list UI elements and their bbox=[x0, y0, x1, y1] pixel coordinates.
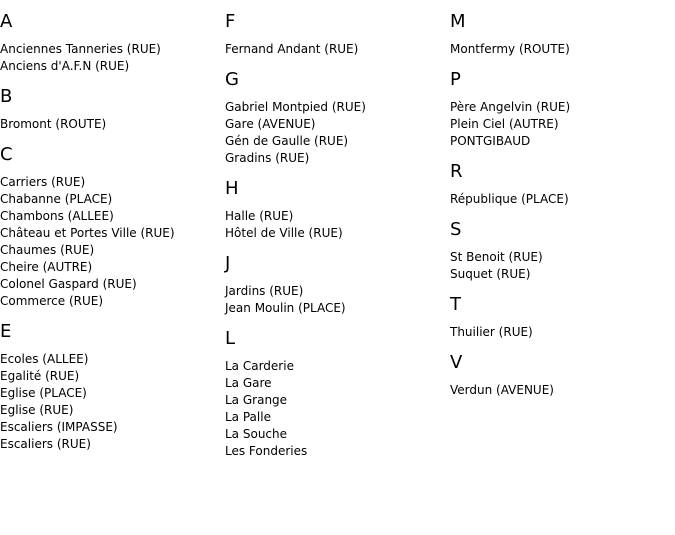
street-link[interactable]: Chabanne (PLACE) bbox=[0, 192, 113, 206]
street-link[interactable]: Gabriel Montpied (RUE) bbox=[225, 100, 366, 114]
letter-heading: L bbox=[225, 328, 236, 349]
street-list bbox=[225, 283, 445, 317]
street-link[interactable]: Gén de Gaulle (RUE) bbox=[225, 134, 349, 148]
street-link[interactable]: La Gare bbox=[225, 376, 272, 390]
street-link[interactable]: Colonel Gaspard (RUE) bbox=[0, 277, 137, 291]
street-link[interactable]: Escaliers (RUE) bbox=[0, 437, 91, 451]
street-list bbox=[225, 41, 445, 58]
street-list bbox=[0, 116, 220, 133]
letter-heading: R bbox=[450, 161, 463, 182]
street-link[interactable]: Cheire (AUTRE) bbox=[0, 260, 93, 274]
street-link[interactable]: Chaumes (RUE) bbox=[0, 243, 95, 257]
street-link[interactable]: St Benoit (RUE) bbox=[450, 250, 543, 264]
letter-heading: C bbox=[0, 144, 13, 165]
street-link[interactable]: Gare (AVENUE) bbox=[225, 117, 316, 131]
street-link[interactable]: République (PLACE) bbox=[450, 192, 569, 206]
street-list bbox=[225, 99, 445, 167]
street-list bbox=[450, 382, 670, 399]
letter-group bbox=[450, 208, 670, 283]
letter-heading: M bbox=[450, 11, 466, 32]
street-link[interactable]: Hôtel de Ville (RUE) bbox=[225, 226, 343, 240]
street-link[interactable]: Plein Ciel (AUTRE) bbox=[450, 117, 559, 131]
street-link[interactable]: Commerce (RUE) bbox=[0, 294, 104, 308]
letter-group bbox=[450, 150, 670, 208]
street-link[interactable]: Carriers (RUE) bbox=[0, 175, 86, 189]
letter-group bbox=[450, 283, 670, 341]
index-column-3 bbox=[450, 0, 670, 399]
letter-heading: T bbox=[450, 294, 461, 315]
street-link[interactable]: Ecoles (ALLEE) bbox=[0, 352, 89, 366]
letter-group bbox=[450, 341, 670, 399]
letter-group bbox=[225, 317, 445, 460]
street-link[interactable]: Eglise (RUE) bbox=[0, 403, 74, 417]
letter-group bbox=[225, 0, 445, 58]
street-link[interactable]: Chambons (ALLEE) bbox=[0, 209, 114, 223]
street-list bbox=[225, 208, 445, 242]
letter-group bbox=[450, 58, 670, 150]
street-link[interactable]: Château et Portes Ville (RUE) bbox=[0, 226, 175, 240]
street-link[interactable]: La Grange bbox=[225, 393, 288, 407]
letter-heading: V bbox=[450, 352, 463, 373]
index-column-2 bbox=[225, 0, 445, 460]
street-link[interactable]: Jean Moulin (PLACE) bbox=[225, 301, 346, 315]
street-link[interactable]: La Carderie bbox=[225, 359, 294, 373]
letter-group bbox=[0, 0, 220, 75]
letter-group bbox=[225, 167, 445, 242]
letter-heading: S bbox=[450, 219, 462, 240]
letter-group bbox=[0, 75, 220, 133]
street-link[interactable]: PONTGIBAUD bbox=[450, 134, 531, 148]
street-link[interactable]: Eglise (PLACE) bbox=[0, 386, 87, 400]
street-list bbox=[450, 99, 670, 150]
street-link[interactable]: Les Fonderies bbox=[225, 444, 308, 458]
street-link[interactable]: Thuilier (RUE) bbox=[450, 325, 533, 339]
street-list bbox=[0, 351, 220, 453]
street-link[interactable]: Anciens d'A.F.N (RUE) bbox=[0, 59, 130, 73]
street-list bbox=[0, 174, 220, 310]
street-list bbox=[450, 41, 670, 58]
letter-heading: G bbox=[225, 69, 239, 90]
street-link[interactable]: Egalité (RUE) bbox=[0, 369, 80, 383]
letter-heading: P bbox=[450, 69, 461, 90]
letter-heading: J bbox=[225, 253, 231, 274]
letter-heading: A bbox=[0, 11, 13, 32]
letter-group bbox=[0, 310, 220, 453]
street-link[interactable]: Montfermy (ROUTE) bbox=[450, 42, 570, 56]
street-link[interactable]: Jardins (RUE) bbox=[225, 284, 304, 298]
letter-heading: F bbox=[225, 11, 236, 32]
street-link[interactable]: Fernand Andant (RUE) bbox=[225, 42, 359, 56]
street-link[interactable]: Bromont (ROUTE) bbox=[0, 117, 107, 131]
street-list bbox=[0, 41, 220, 75]
street-list bbox=[450, 191, 670, 208]
street-link[interactable]: La Palle bbox=[225, 410, 271, 424]
letter-group bbox=[0, 133, 220, 310]
street-link[interactable]: Verdun (AVENUE) bbox=[450, 383, 554, 397]
index-column-1 bbox=[0, 0, 220, 453]
street-list bbox=[450, 249, 670, 283]
letter-heading: E bbox=[0, 321, 12, 342]
street-link[interactable]: Gradins (RUE) bbox=[225, 151, 310, 165]
letter-group bbox=[450, 0, 670, 58]
letter-heading: H bbox=[225, 178, 239, 199]
street-link[interactable]: Escaliers (IMPASSE) bbox=[0, 420, 118, 434]
letter-group bbox=[225, 242, 445, 317]
street-link[interactable]: Père Angelvin (RUE) bbox=[450, 100, 571, 114]
street-link[interactable]: Halle (RUE) bbox=[225, 209, 294, 223]
street-list bbox=[450, 324, 670, 341]
street-link[interactable]: Anciennes Tanneries (RUE) bbox=[0, 42, 161, 56]
street-list bbox=[225, 358, 445, 460]
street-link[interactable]: La Souche bbox=[225, 427, 288, 441]
letter-group bbox=[225, 58, 445, 167]
street-link[interactable]: Suquet (RUE) bbox=[450, 267, 531, 281]
letter-heading: B bbox=[0, 86, 13, 107]
